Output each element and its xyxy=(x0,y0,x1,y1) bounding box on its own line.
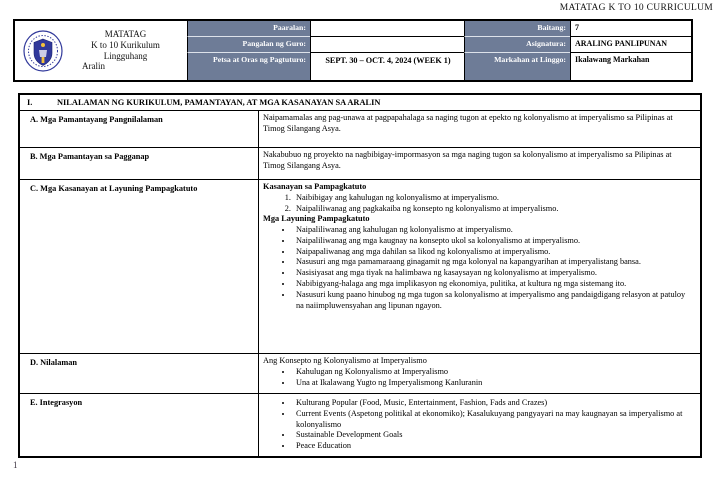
field-value-paaralan[interactable] xyxy=(310,21,464,37)
list-item: • Naipapaliwanag ang mga dahilan sa likod ng kolonyalismo at imperyalismo. xyxy=(293,247,692,258)
table-row-integrasyon xyxy=(20,394,700,456)
row-label: B. Mga Pamantayan sa Pagganap xyxy=(20,148,259,179)
list-item: • Peace Education xyxy=(293,441,692,452)
program-title-line: Lingguhang xyxy=(103,50,148,61)
content-paragraph: Naipamamalas ang pag-unawa at pagpapahalaga sa naging tugon at epekto ng kolonyalismo at imperyalismo sa Pilipinas at Timog Silangang Asya. xyxy=(263,113,673,133)
program-title-line: K to 10 Kurikulum xyxy=(91,39,160,50)
field-value-asignatura[interactable]: ARALING PANLIPUNAN xyxy=(570,37,691,53)
table-row-kasanayan-at-layunin xyxy=(20,180,700,354)
section-numeral: I. xyxy=(27,98,33,107)
field-value-pangalan-ng-guro[interactable] xyxy=(310,37,464,53)
field-label-pangalan-ng-guro: Pangalan ng Guro: xyxy=(187,37,310,53)
field-label-paaralan: Paaralan: xyxy=(187,21,310,37)
row-label: D. Nilalaman xyxy=(20,354,259,393)
field-label-petsa-at-oras: Petsa at Oras ng Pagtuturo: xyxy=(187,53,310,80)
list-item: • Naipaliliwanag ang kahulugan ng kolonyalismo at imperyalismo. xyxy=(293,225,692,236)
row-content xyxy=(259,180,700,353)
curriculum-table xyxy=(18,93,702,458)
document-corner-title: MATATAG K TO 10 CURRICULUM xyxy=(559,3,713,13)
list-item: • Nasusuri ang mga pamamaraang ginagamit ng mga kolonyal na kapangyarihan at imperyalistang bansa. xyxy=(293,257,692,268)
table-row-pamantayang-pangnilalaman xyxy=(20,111,700,148)
row-content xyxy=(259,148,700,179)
row-label: C. Mga Kasanayan at Layuning Pampagkatuto xyxy=(20,180,259,353)
list-item: • Nabibigyang-halaga ang mga implikasyon ng ekonomiya, pulitika, at kultura ng mga sistemang ito. xyxy=(293,279,692,290)
section-header-row xyxy=(20,95,700,111)
list-item: • Kahulugan ng Kolonyalismo at Imperyalismo xyxy=(293,367,692,378)
program-title-line: MATATAG xyxy=(104,29,147,40)
row-label: E. Integrasyon xyxy=(20,394,259,456)
row-content xyxy=(259,394,700,456)
bullet-list xyxy=(263,398,692,452)
program-title xyxy=(68,29,183,71)
bullet-list xyxy=(263,225,692,311)
row-label: A. Mga Pamantayang Pangnilalaman xyxy=(20,111,259,147)
table-row-nilalaman xyxy=(20,354,700,394)
field-label-asignatura: Asignatura: xyxy=(464,37,570,53)
table-row-pamantayan-sa-pagganap xyxy=(20,148,700,180)
row-content xyxy=(259,111,700,147)
bullet-list xyxy=(263,367,692,389)
field-value-petsa-at-oras[interactable]: SEPT. 30 – OCT. 4, 2024 (WEEK 1) xyxy=(310,53,464,80)
program-title-line: Aralin xyxy=(82,61,105,72)
header-info-table xyxy=(13,19,693,82)
list-item: • Current Events (Aspetong politikal at ekonomiko); Kasalukuyang pangyayari na may kaugnayan sa imperyalismo at kolonyalismo xyxy=(293,409,692,431)
page-number: 1 xyxy=(13,460,18,470)
list-item: • Sustainable Development Goals xyxy=(293,430,692,441)
section-title: NILALAMAN NG KURIKULUM, PAMANTAYAN, AT MGA KASANAYAN SA ARALIN xyxy=(57,98,381,107)
logo-cell xyxy=(15,21,187,80)
row-content xyxy=(259,354,700,393)
list-item: • Una at Ikalawang Yugto ng Imperyalismong Kanluranin xyxy=(293,378,692,389)
field-value-baitang[interactable]: 7 xyxy=(570,21,691,37)
list-item: • Nasusuri kung paano hinubog ng mga tugon sa kolonyalismo at imperyalismo ang pandaigdigang relasyon at patuloy na naiimpluwensyahan ang lipunan ngayon. xyxy=(293,290,692,312)
list-item: • Naipaliliwanag ang mga kaugnay na konsepto ukol sa kolonyalismo at imperyalismo. xyxy=(293,236,692,247)
list-item: • Nasisiyasat ang mga tiyak na halimbawa ng kasaysayan ng kolonyalismo at imperyalismo. xyxy=(293,268,692,279)
content-heading: Ang Konsepto ng Kolonyalismo at Imperyalismo xyxy=(263,356,427,365)
content-heading: Kasanayan sa Pampagkatuto xyxy=(263,182,367,191)
numbered-list xyxy=(263,193,692,215)
field-label-markahan-at-linggo: Markahan at Linggo: xyxy=(464,53,570,80)
deped-seal-icon xyxy=(23,30,63,72)
list-item: 2. Naipaliliwanag ang pagkakaiba ng konsepto ng kolonyalismo at imperyalismo. xyxy=(293,204,692,215)
field-value-markahan-at-linggo[interactable]: Ikalawang Markahan xyxy=(570,53,691,80)
field-label-baitang: Baitang: xyxy=(464,21,570,37)
content-heading: Mga Layuning Pampagkatuto xyxy=(263,214,370,224)
content-paragraph: Nakabubuo ng proyekto na nagbibigay-impormasyon sa mga naging tugon sa kolonyalismo at imperyalismo sa Pilipinas at Timog Silangang Asya. xyxy=(263,150,672,170)
list-item: • Kulturang Popular (Food, Music, Entertainment, Fashion, Fads and Crazes) xyxy=(293,398,692,409)
list-item: 1. Naibibigay ang kahulugan ng kolonyalismo at imperyalismo. xyxy=(293,193,692,204)
